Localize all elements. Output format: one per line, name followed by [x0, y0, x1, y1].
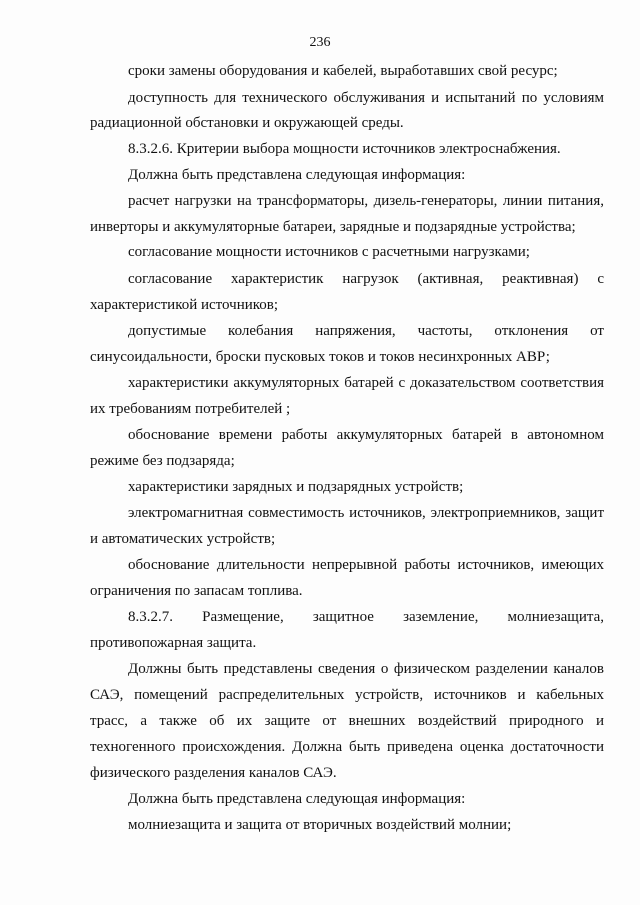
text-line: доступность для технического обслуживания и испытаний по условиям: [128, 90, 604, 106]
text-line: молниезащита и защита от вторичных воздействий молнии;: [128, 817, 512, 833]
text-line: САЭ, помещений распределительных устройств, источников и кабельных: [90, 687, 604, 703]
text-line: техногенного происхождения. Должна быть приведена оценка достаточности: [90, 739, 604, 755]
text-line: допустимые колебания напряжения, частоты, отклонения от: [128, 323, 604, 339]
text-line: обоснование времени работы аккумуляторных батарей в автономном: [128, 427, 604, 443]
text-line: расчет нагрузки на трансформаторы, дизель-генераторы, линии питания,: [128, 193, 604, 209]
text-line: характеристики аккумуляторных батарей с доказательством соответствия: [128, 375, 604, 391]
text-line: Должны быть представлены сведения о физическом разделении каналов: [128, 661, 604, 677]
text-line: физического разделения каналов САЭ.: [90, 765, 337, 781]
text-line: характеристикой источников;: [90, 297, 279, 313]
text-line: обоснование длительности непрерывной работы источников, имеющих: [128, 557, 604, 573]
text-line: согласование мощности источников с расчетными нагрузками;: [128, 244, 530, 260]
text-line: сроки замены оборудования и кабелей, выработавших свой ресурс;: [128, 63, 558, 79]
text-line: электромагнитная совместимость источников, электроприемников, защит: [128, 505, 604, 521]
text-line: Должна быть представлена следующая информация:: [128, 167, 466, 183]
text-line: характеристики зарядных и подзарядных устройств;: [128, 479, 464, 495]
text-line: трасс, а также об их защите от внешних воздействий природного и: [90, 713, 604, 729]
text-line: ограничения по запасам топлива.: [90, 583, 303, 599]
text-line: режиме без подзаряда;: [90, 453, 235, 469]
text-line: радиационной обстановки и окружающей среды.: [90, 115, 404, 131]
text-line: инверторы и аккумуляторные батареи, зарядные и подзарядные устройства;: [90, 219, 576, 235]
page-number: 236: [309, 35, 331, 50]
section-heading: 8.3.2.6. Критерии выбора мощности источников электроснабжения.: [128, 141, 561, 157]
text-line: их требованиям потребителей ;: [90, 401, 291, 417]
section-heading: 8.3.2.7. Размещение, защитное заземление, молниезащита,: [128, 609, 604, 625]
text-line: синусоидальности, броски пусковых токов и токов несинхронных АВР;: [90, 349, 550, 365]
section-heading: противопожарная защита.: [90, 635, 257, 651]
text-line: и автоматических устройств;: [90, 531, 276, 547]
text-line: Должна быть представлена следующая информация:: [128, 791, 466, 807]
text-line: согласование характеристик нагрузок (активная, реактивная) с: [128, 271, 604, 287]
